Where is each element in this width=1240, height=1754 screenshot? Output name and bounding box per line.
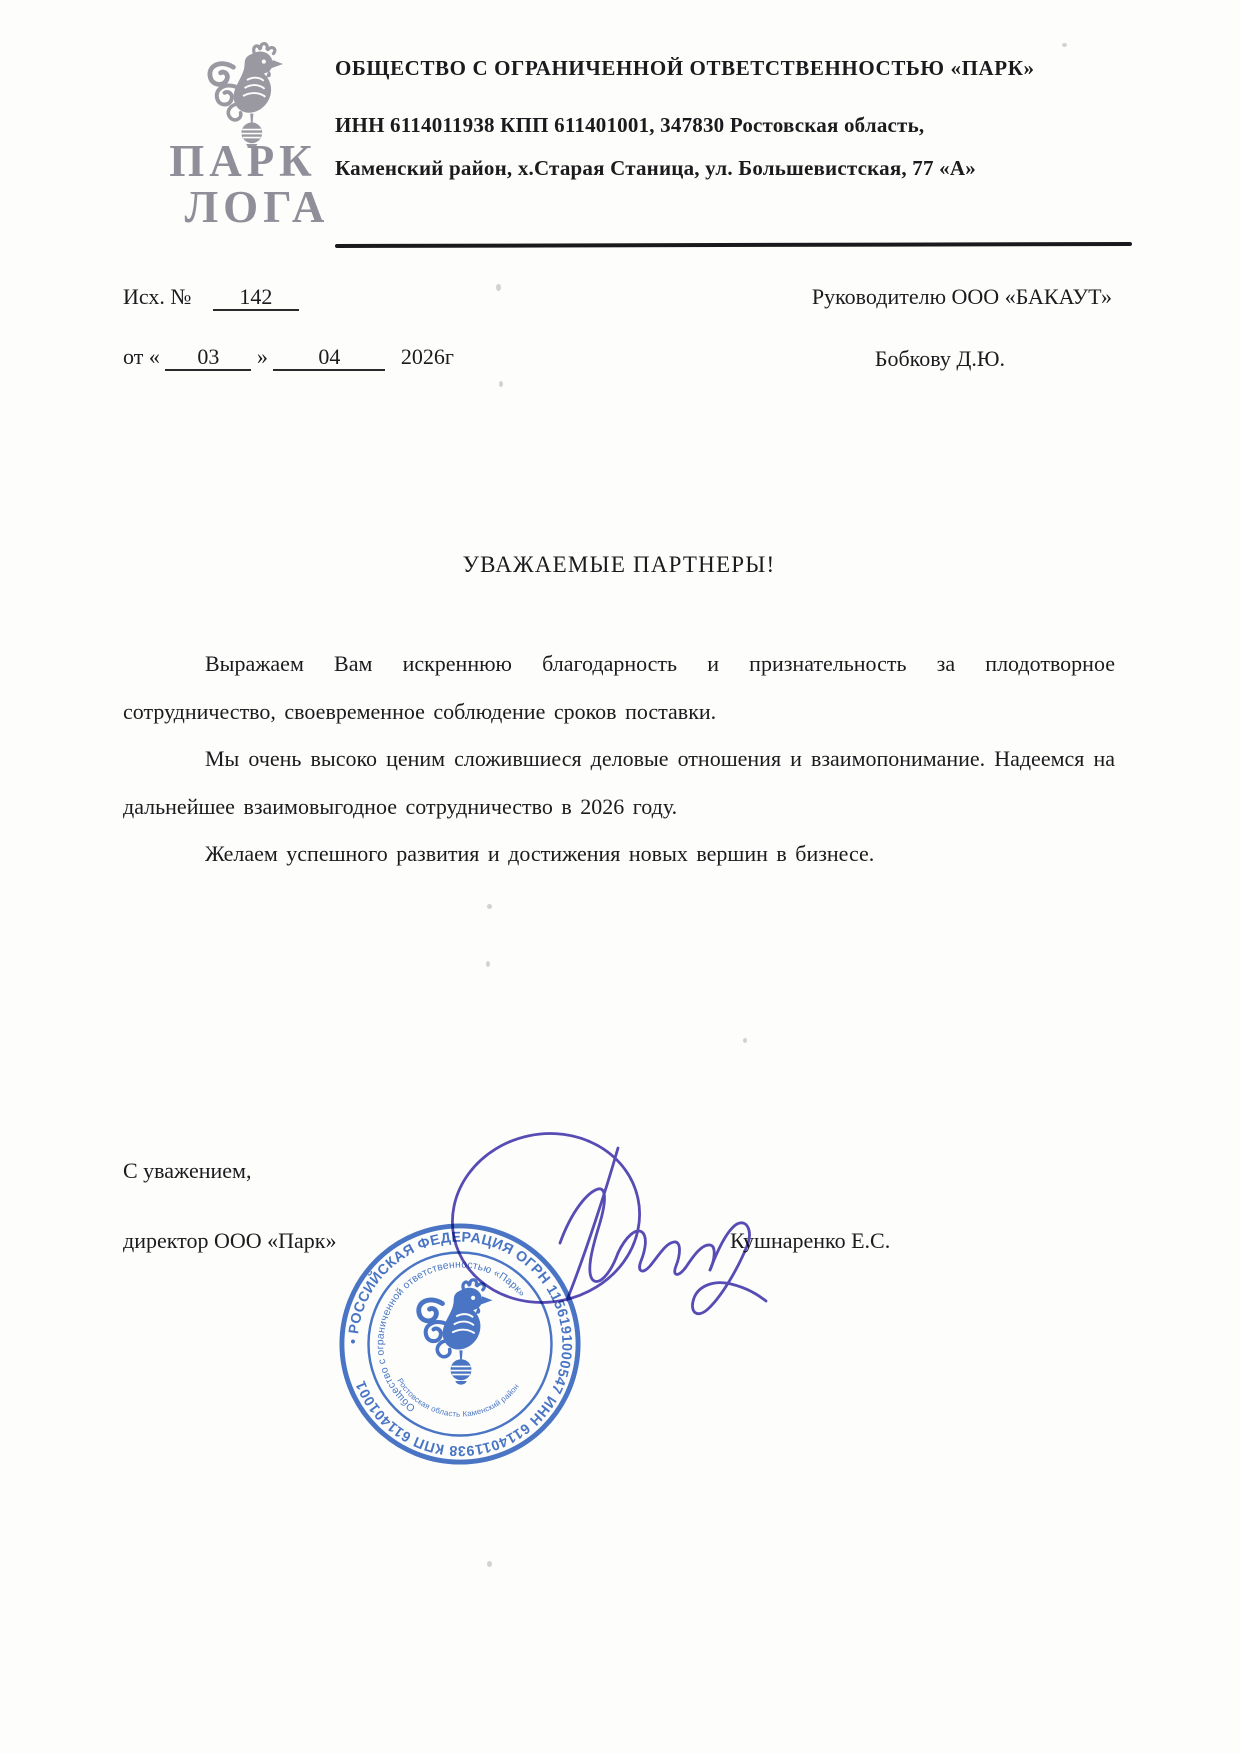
logo-wordmark-line1: ПАРК — [169, 136, 317, 186]
letter-title: УВАЖАЕМЫЕ ПАРТНЕРЫ! — [462, 552, 776, 577]
outgoing-label: Исх. № — [123, 284, 192, 309]
stamp-outer-ring-text: • РОССИЙСКАЯ ФЕДЕРАЦИЯ ОГРН 1156191000547 ИНН 6114011938 КПП 611401001 — [345, 1229, 575, 1459]
firebird-balloon-emblem — [419, 1280, 493, 1385]
recipient-organization: Руководителю ООО «БАКАУТ» — [811, 284, 1112, 309]
scan-speck — [743, 1038, 747, 1043]
company-name: ОБЩЕСТВО С ОГРАНИЧЕННОЙ ОТВЕТСТВЕННОСТЬЮ «ПАРК» — [335, 56, 1035, 80]
date-close-quote: » — [256, 344, 268, 369]
letterhead-divider — [335, 242, 1132, 248]
date-from-label: от « — [123, 344, 160, 369]
scan-speck — [496, 284, 501, 291]
company-round-stamp — [337, 1221, 583, 1467]
logo-wordmark-line2: ЛОГА — [184, 182, 330, 232]
scan-speck — [487, 1561, 492, 1567]
closing-salutation: С уважением, — [123, 1158, 252, 1183]
body-paragraph: Желаем успешного развития и достижения новых вершин в бизнесе. — [205, 841, 875, 866]
recipient-person: Бобкову Д.Ю. — [874, 346, 1005, 371]
company-address: Каменский район, х.Старая Станица, ул. Большевистская, 77 «А» — [335, 156, 976, 180]
scan-speck — [499, 381, 503, 387]
scan-speck — [487, 904, 492, 909]
body-paragraph: Выражаем Вам искреннюю благодарность и признательность за плодотворное сотрудничество, своевременное соблюдение сроков поставки. — [123, 651, 1115, 724]
date-year: 2026г — [400, 344, 454, 369]
letter-body — [123, 640, 1115, 878]
outgoing-number-line — [123, 284, 299, 311]
date-day: 03 — [165, 345, 251, 371]
company-requisites: ИНН 6114011938 КПП 611401001, 347830 Ростовская область, — [335, 113, 925, 137]
stamp-inner-ring-bottom-text: Ростовская область Каменский район — [395, 1376, 521, 1419]
body-paragraph: Мы очень высоко ценим сложившиеся деловые отношения и взаимопонимание. Надеемся на дальнейшее взаимовыгодное сотрудничество в 2026 году. — [123, 746, 1115, 819]
outgoing-number: 142 — [213, 285, 299, 311]
scan-speck — [486, 961, 490, 967]
stamp-inner-ring-top-text: Общество с ограниченной ответственностью «Парк» — [375, 1259, 527, 1414]
letter-date-line — [123, 344, 454, 371]
scan-speck — [1062, 43, 1067, 47]
signer-name: Кушнаренко Е.С. — [730, 1228, 891, 1253]
signer-position: директор ООО «Парк» — [123, 1228, 337, 1253]
date-month: 04 — [273, 345, 385, 371]
